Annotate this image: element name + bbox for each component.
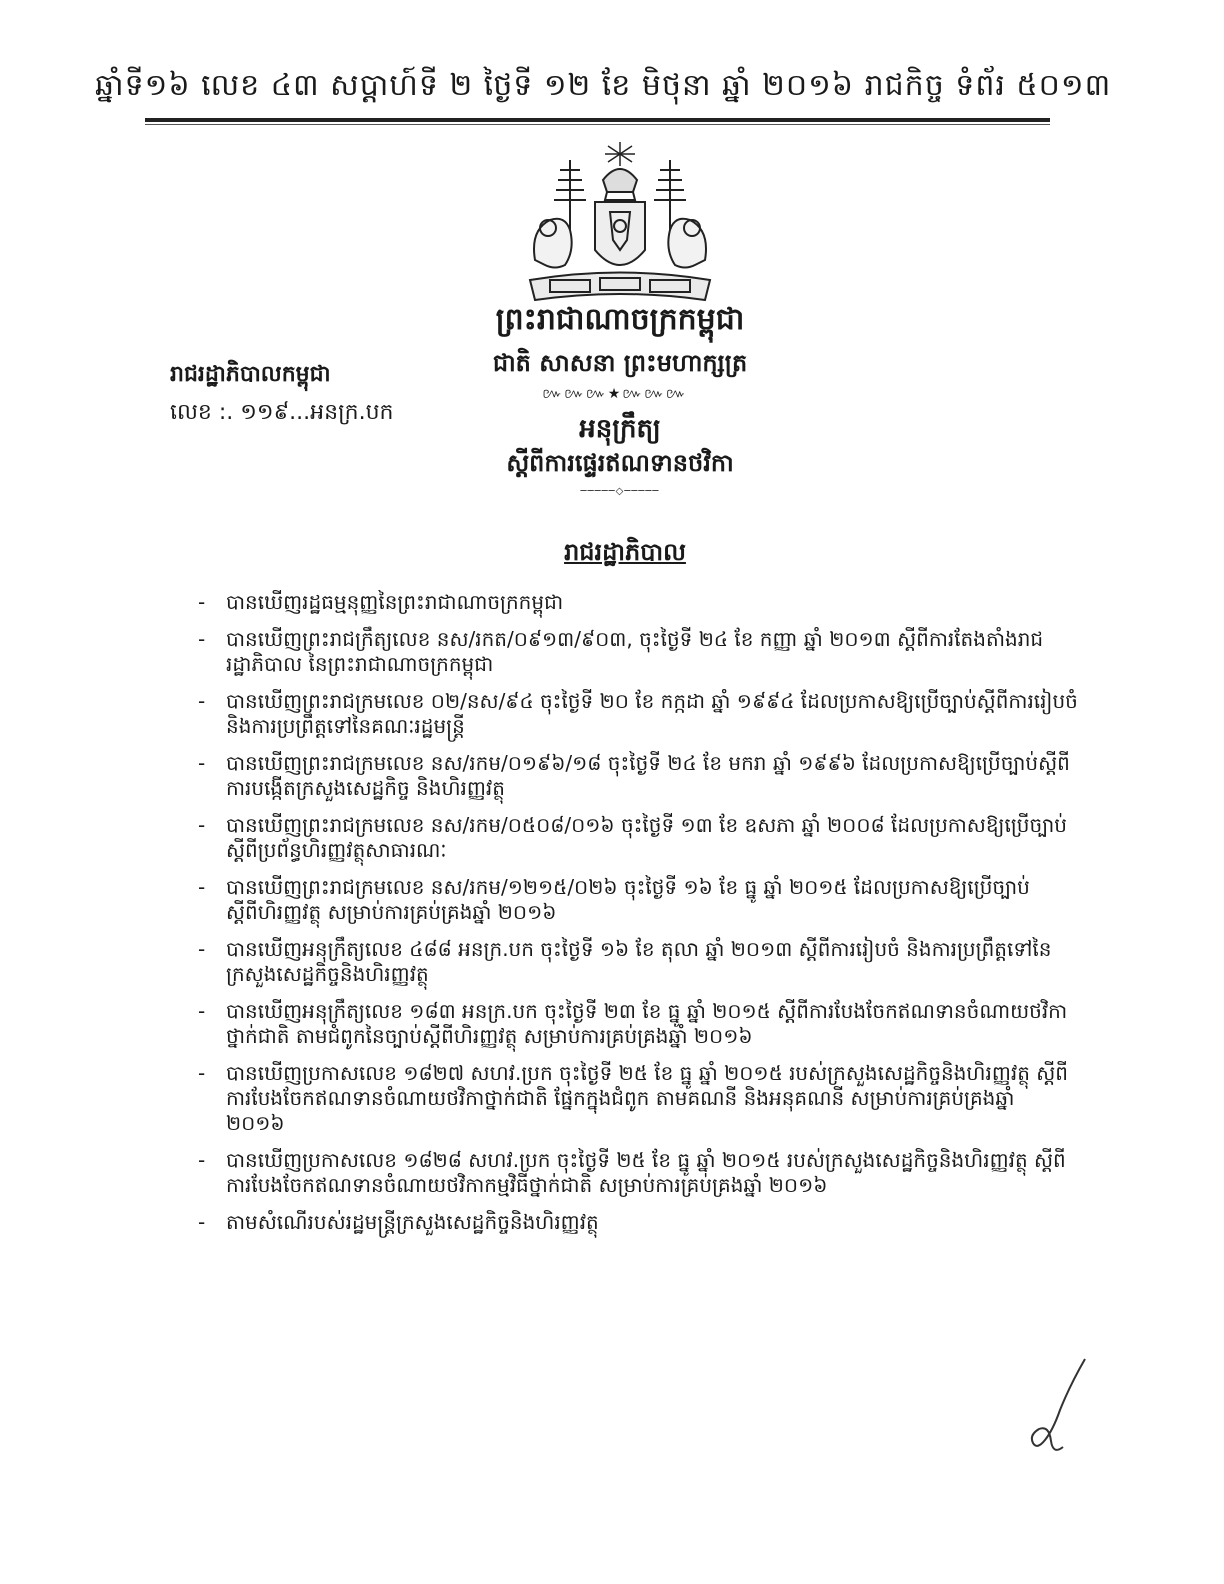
recital-item: - បានឃើញប្រកាសលេខ ១៨២៧ សហវ.ប្រក ចុះថ្ងៃទី ២៥ ខែ ធ្នូ ឆ្នាំ ២០១៥ របស់ក្រសួងសេដ្ឋកិច្ចនិងហិរញ្ញវត្ថុ ស្តីពីការបែងចែកឥណទានចំណាយថវិកាថ្នាក់ជាតិ ផ្នែកក្នុងជំពូក តាមគណនី និងអនុគណនី សម្រាប់ការគ្រប់គ្រងឆ្នាំ ២០១៦ (198, 1061, 1069, 1135)
header-rule (145, 118, 1050, 122)
signature-mark (1015, 1355, 1090, 1460)
recital-item: - តាមសំណើរបស់រដ្ឋមន្ត្រីក្រសួងសេដ្ឋកិច្ចនិងហិរញ្ញវត្ថុ (198, 1210, 599, 1234)
recital-item: - បានឃើញអនុក្រឹត្យលេខ ៤៨៨ អនក្រ.បក ចុះថ្ងៃទី ១៦ ខែ តុលា ឆ្នាំ ២០១៣ ស្តីពីការរៀបចំ និងការប្រព្រឹត្តទៅនៃក្រសួងសេដ្ឋកិច្ចនិងហិរញ្ញវត្ថុ (198, 937, 1052, 986)
recital-item: - បានឃើញព្រះរាជក្រឹត្យលេខ នស/រកត/០៩១៣/៩០៣, ចុះថ្ងៃទី ២៤ ខែ កញ្ញា ឆ្នាំ ២០១៣ ស្តីពីការតែងតាំងរាជរដ្ឋាភិបាល នៃព្រះរាជាណាចក្រកម្ពុជា (198, 627, 1044, 676)
ornament-divider: ៚៚៚★៚៚៚ (542, 386, 688, 402)
header-rule-thin (145, 124, 1050, 125)
gazette-header: ឆ្នាំទី១៦ លេខ ៤៣ សប្តាហ៍ទី ២ ថ្ងៃទី ១២ ខែ មិថុនា ឆ្នាំ ២០១៦ រាជកិច្ច ទំព័រ ៥០១៣ (95, 68, 1112, 103)
section-heading: រាជរដ្ឋាភិបាល (564, 538, 686, 566)
document-subject: ស្តីពីការផ្ទេរឥណទានថវិកា (506, 449, 734, 477)
recital-item: - បានឃើញព្រះរាជក្រមលេខ នស/រកម/០១៩៦/១៨ ចុះថ្ងៃទី ២៤ ខែ មករា ឆ្នាំ ១៩៩៦ ដែលប្រកាសឱ្យប្រើច្បាប់ស្តីពីការបង្កើតក្រសួងសេដ្ឋកិច្ច និងហិរញ្ញវត្ថុ (198, 751, 1070, 800)
recitals-list (198, 590, 1078, 1247)
kingdom-title: ព្រះរាជាណាចក្រកម្ពុជា (495, 302, 745, 337)
royal-emblem-icon (515, 140, 725, 310)
subject-divider: ─────◇───── (580, 486, 660, 497)
national-motto: ជាតិ សាសនា ព្រះមហាក្សត្រ (492, 349, 748, 377)
recital-item: - បានឃើញព្រះរាជក្រមលេខ នស/រកម/១២១៥/០២៦ ចុះថ្ងៃទី ១៦ ខែ ធ្នូ ឆ្នាំ ២០១៥ ដែលប្រកាសឱ្យប្រើច្បាប់ស្តីពីហិរញ្ញវត្ថុ សម្រាប់ការគ្រប់គ្រងឆ្នាំ ២០១៦ (198, 875, 1030, 924)
recital-item: - បានឃើញអនុក្រឹត្យលេខ ១៨៣ អនក្រ.បក ចុះថ្ងៃទី ២៣ ខែ ធ្នូ ឆ្នាំ ២០១៥ ស្តីពីការបែងចែកឥណទានចំណាយថវិកាថ្នាក់ជាតិ តាមជំពូកនៃច្បាប់ស្តីពីហិរញ្ញវត្ថុ សម្រាប់ការគ្រប់គ្រងឆ្នាំ ២០១៦ (198, 999, 1068, 1048)
recital-item: - បានឃើញព្រះរាជក្រមលេខ នស/រកម/០៥០៨/០១៦ ចុះថ្ងៃទី ១៣ ខែ ឧសភា ឆ្នាំ ២០០៨ ដែលប្រកាសឱ្យប្រើច្បាប់ស្តីពីប្រព័ន្ធហិរញ្ញវត្ថុសាធារណៈ (198, 813, 1067, 862)
document-type: អនុក្រឹត្យ (579, 414, 661, 444)
issuing-authority: រាជរដ្ឋាភិបាលកម្ពុជា (170, 362, 331, 387)
recital-item: - បានឃើញប្រកាសលេខ ១៨២៨ សហវ.ប្រក ចុះថ្ងៃទី ២៥ ខែ ធ្នូ ឆ្នាំ ២០១៥ របស់ក្រសួងសេដ្ឋកិច្ចនិងហិរញ្ញវត្ថុ ស្តីពីការបែងចែកឥណទានចំណាយថវិកាកម្មវិធីថ្នាក់ជាតិ សម្រាប់ការគ្រប់គ្រងឆ្នាំ ២០១៦ (198, 1148, 1066, 1197)
recital-item: - បានឃើញព្រះរាជក្រមលេខ ០២/នស/៩៤ ចុះថ្ងៃទី ២០ ខែ កក្កដា ឆ្នាំ ១៩៩៤ ដែលប្រកាសឱ្យប្រើច្បាប់ស្តីពីការរៀបចំ និងការប្រព្រឹត្តទៅនៃគណៈរដ្ឋមន្ត្រី (198, 689, 1078, 738)
recital-item: - បានឃើញរដ្ឋធម្មនុញ្ញនៃព្រះរាជាណាចក្រកម្ពុជា (198, 590, 564, 614)
reference-number: លេខ :. ១១៩...អនក្រ.បក (170, 400, 394, 425)
